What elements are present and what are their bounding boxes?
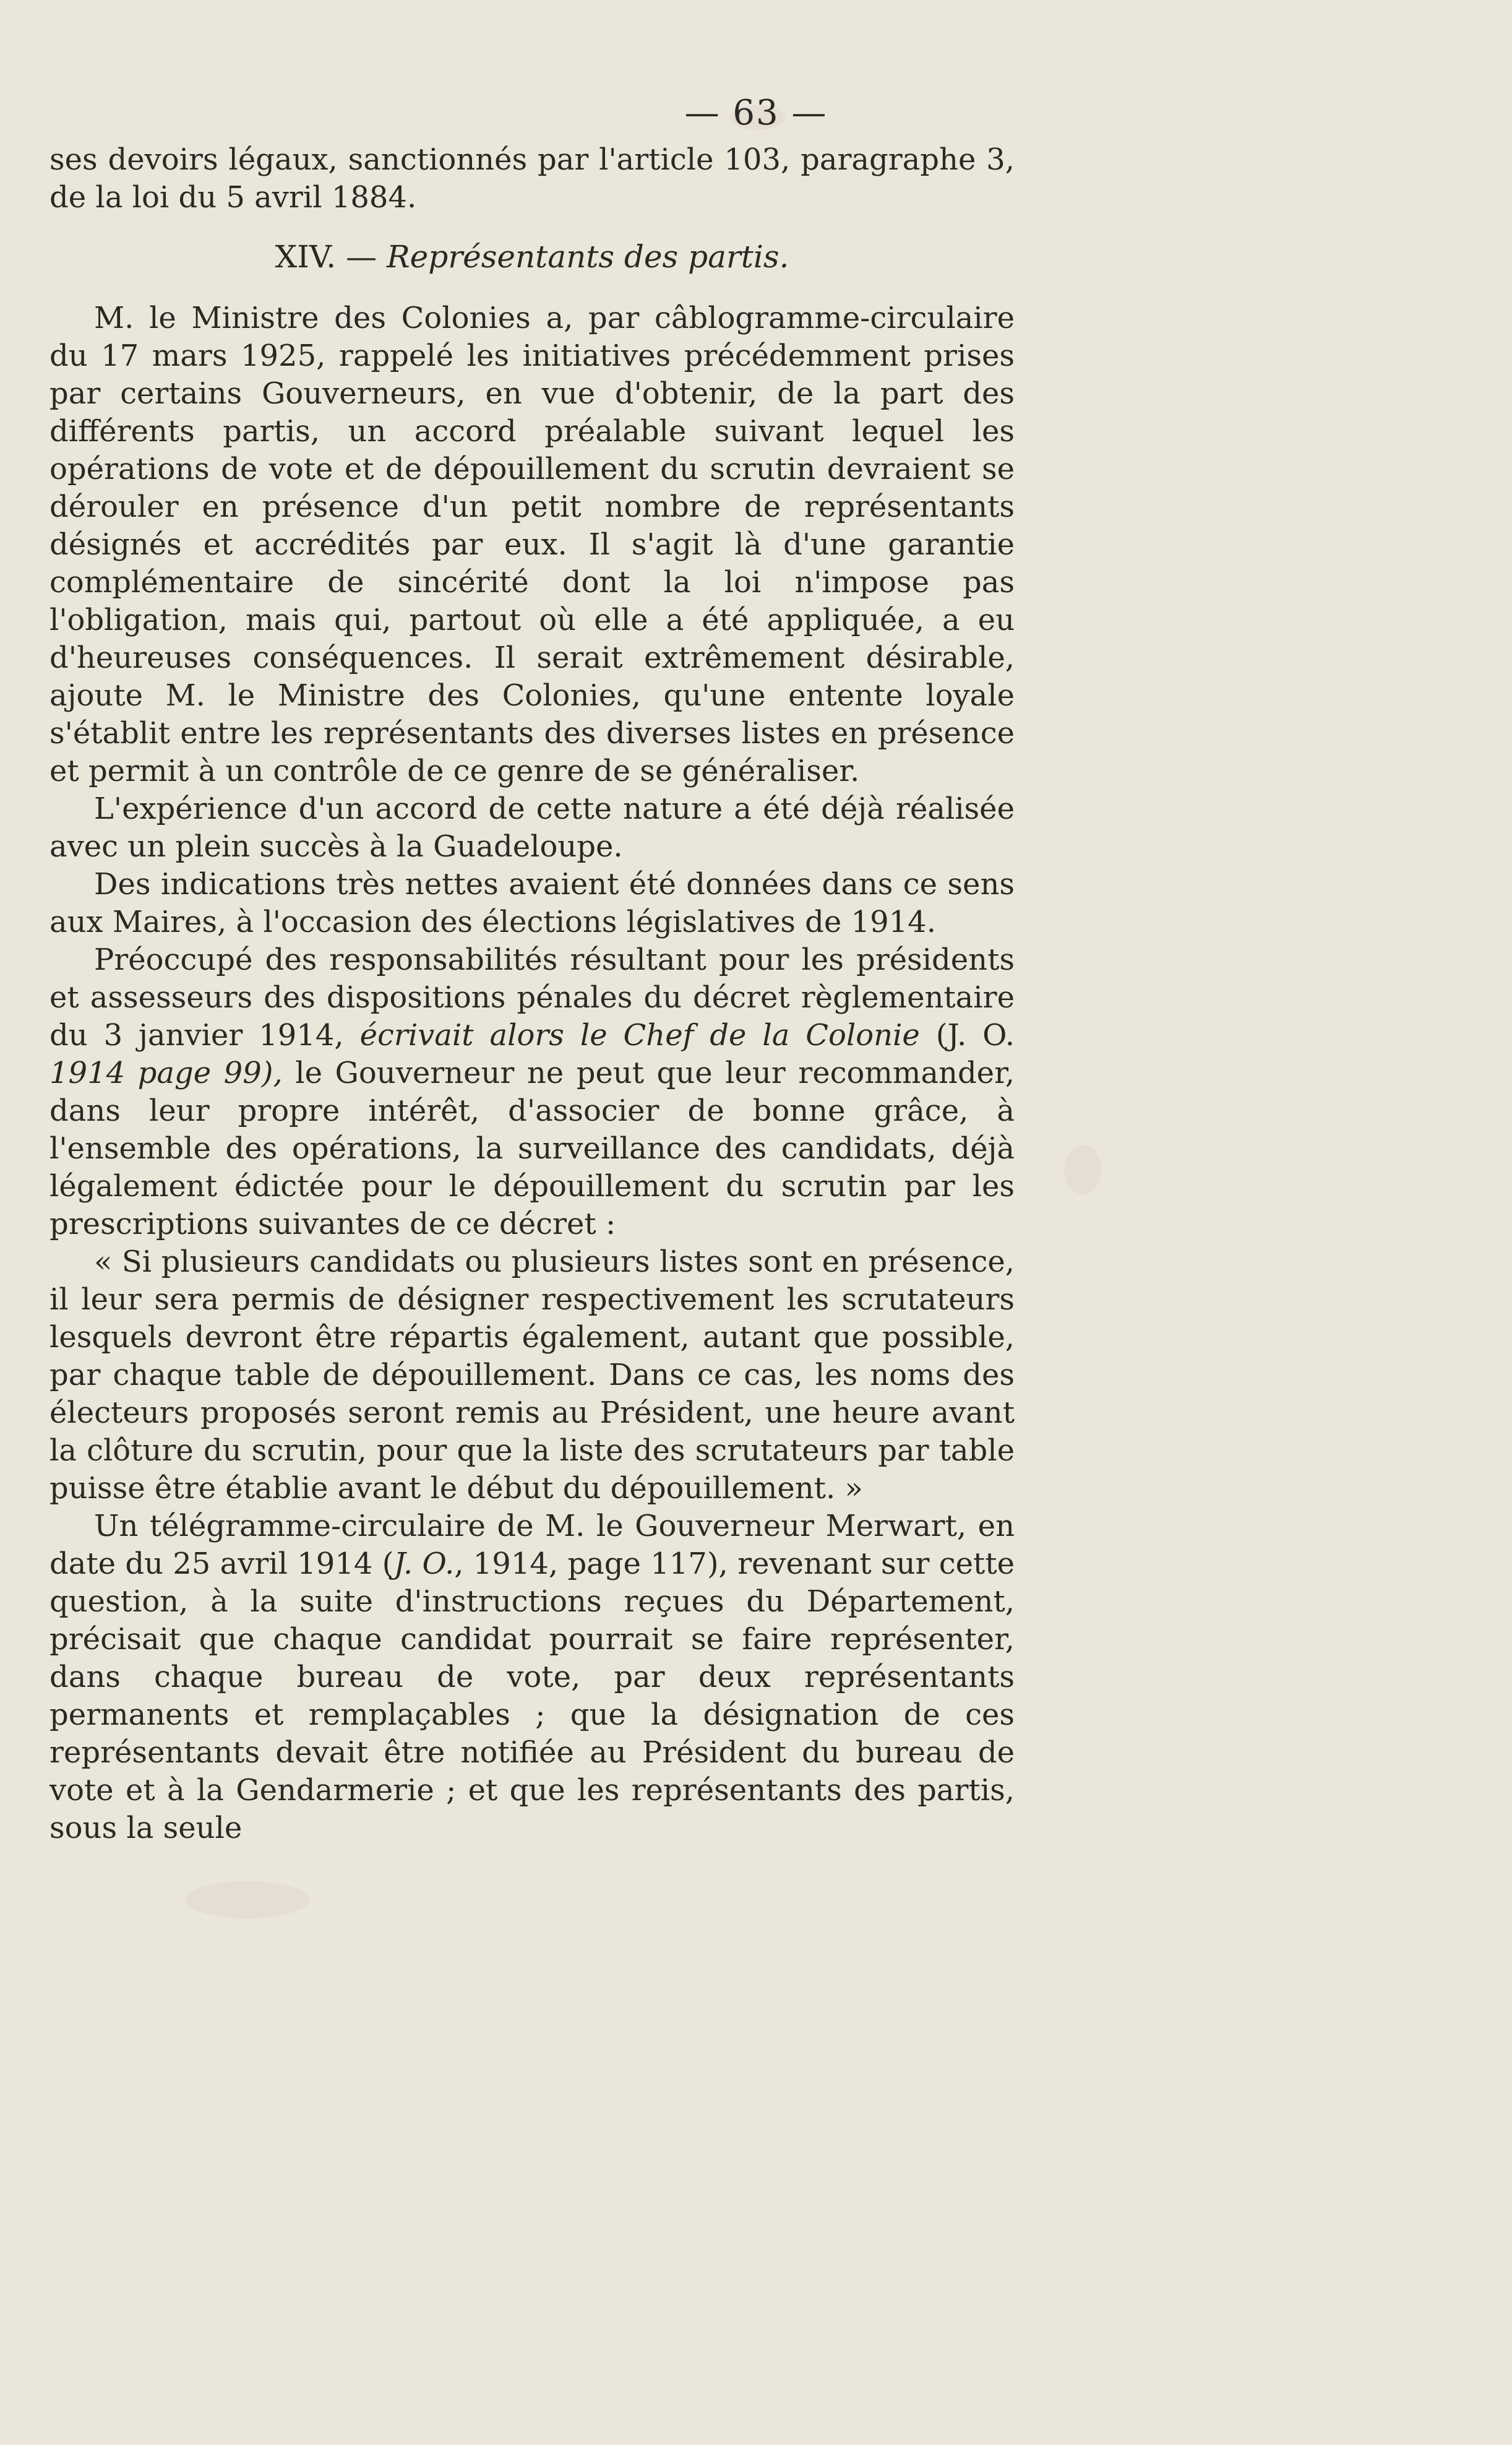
- text-run: Préoccupé des responsabilités résultant pour les présidents et assesseurs des dispositions pénales du décret règlementaire du 3 janvier 1914,: [49, 942, 1015, 1053]
- paragraph: M. le Ministre des Colonies a, par câblogramme-circulaire du 17 mars 1925, rappelé les initiatives précédemment prises par certains Gouverneurs, en vue d'obtenir, de la part des différents partis, un accord préalable suivant lequel les opérations de vote et de dépouillement du scrutin devraient se dérouler en présence d'un petit nombre de représentants désignés et accrédités par eux. Il s'agit là d'une garantie complémentaire de sincérité dont la loi n'impose pas l'obligation, mais qui, partout où elle a été appliquée, a eu d'heureuses conséquences. Il serait extrêmement désirable, ajoute M. le Ministre des Colonies, qu'une entente loyale s'établit entre les représentants des diverses listes en présence et permit à un contrôle de ce genre de se généraliser.: [49, 301, 1015, 788]
- quotation-paragraph: « Si plusieurs candidats ou plusieurs listes sont en présence, il leur sera permis de désigner respectivement les scrutateurs lesquels devront être répartis également, autant que possible, par chaque table de dépouillement. Dans ce cas, les noms des électeurs proposés seront remis au Président, une heure avant la clôture du scrutin, pour que la liste des scrutateurs par table puisse être établie avant le début du dépouillement. »: [49, 1244, 1015, 1506]
- paragraph: Des indications très nettes avaient été données dans ce sens aux Maires, à l'occasion des élections législatives de 1914.: [49, 867, 1015, 939]
- paragraph: L'expérience d'un accord de cette nature a été déjà réalisée avec un plein succès à la Guadeloupe.: [49, 791, 1015, 864]
- text-run-italic: J. O.: [393, 1546, 455, 1581]
- paragraph: [49, 1507, 1015, 1847]
- section-heading: [49, 238, 1015, 276]
- text-run: Un télégramme-circulaire de M. le Gouverneur Merwart, en date du 25 avril 1914 (: [49, 1509, 1015, 1581]
- paragraph-continued: ses devoirs légaux, sanctionnés par l'article 103, paragraphe 3, de la loi du 5 avril 1884.: [49, 142, 1015, 215]
- body-text: [49, 141, 1015, 1847]
- text-run-italic: écrivait alors le Chef de la Colonie: [359, 1018, 920, 1053]
- text-run-italic: 1914 page 99),: [49, 1056, 283, 1090]
- paper-stain: [186, 1881, 309, 1918]
- section-title: Représentants des partis.: [386, 239, 789, 275]
- section-number: XIV. —: [275, 239, 377, 275]
- paragraph: [49, 941, 1015, 1243]
- text-run: le Gouverneur ne peut que leur recommander, dans leur propre intérêt, d'associer de bonne grâce, à l'ensemble des opérations, la surveillance des candidats, déjà légalement édictée pour le dépouillement du scrutin par les prescriptions suivantes de ce décret :: [49, 1056, 1015, 1241]
- page-number: — 63 —: [684, 93, 828, 133]
- paper-stain: [1064, 1145, 1101, 1194]
- text-run: , 1914, page 117), revenant sur cette question, à la suite d'instructions reçues du Département, précisait que chaque candidat pourrait se faire représenter, dans chaque bureau de vote, par deux représentants permanents et remplaçables ; que la désignation de ces représentants devait être notifiée au Président du bureau de vote et à la Gendarmerie ; et que les représentants des partis, sous la seule: [49, 1546, 1015, 1845]
- text-run: (J. O.: [935, 1018, 1015, 1053]
